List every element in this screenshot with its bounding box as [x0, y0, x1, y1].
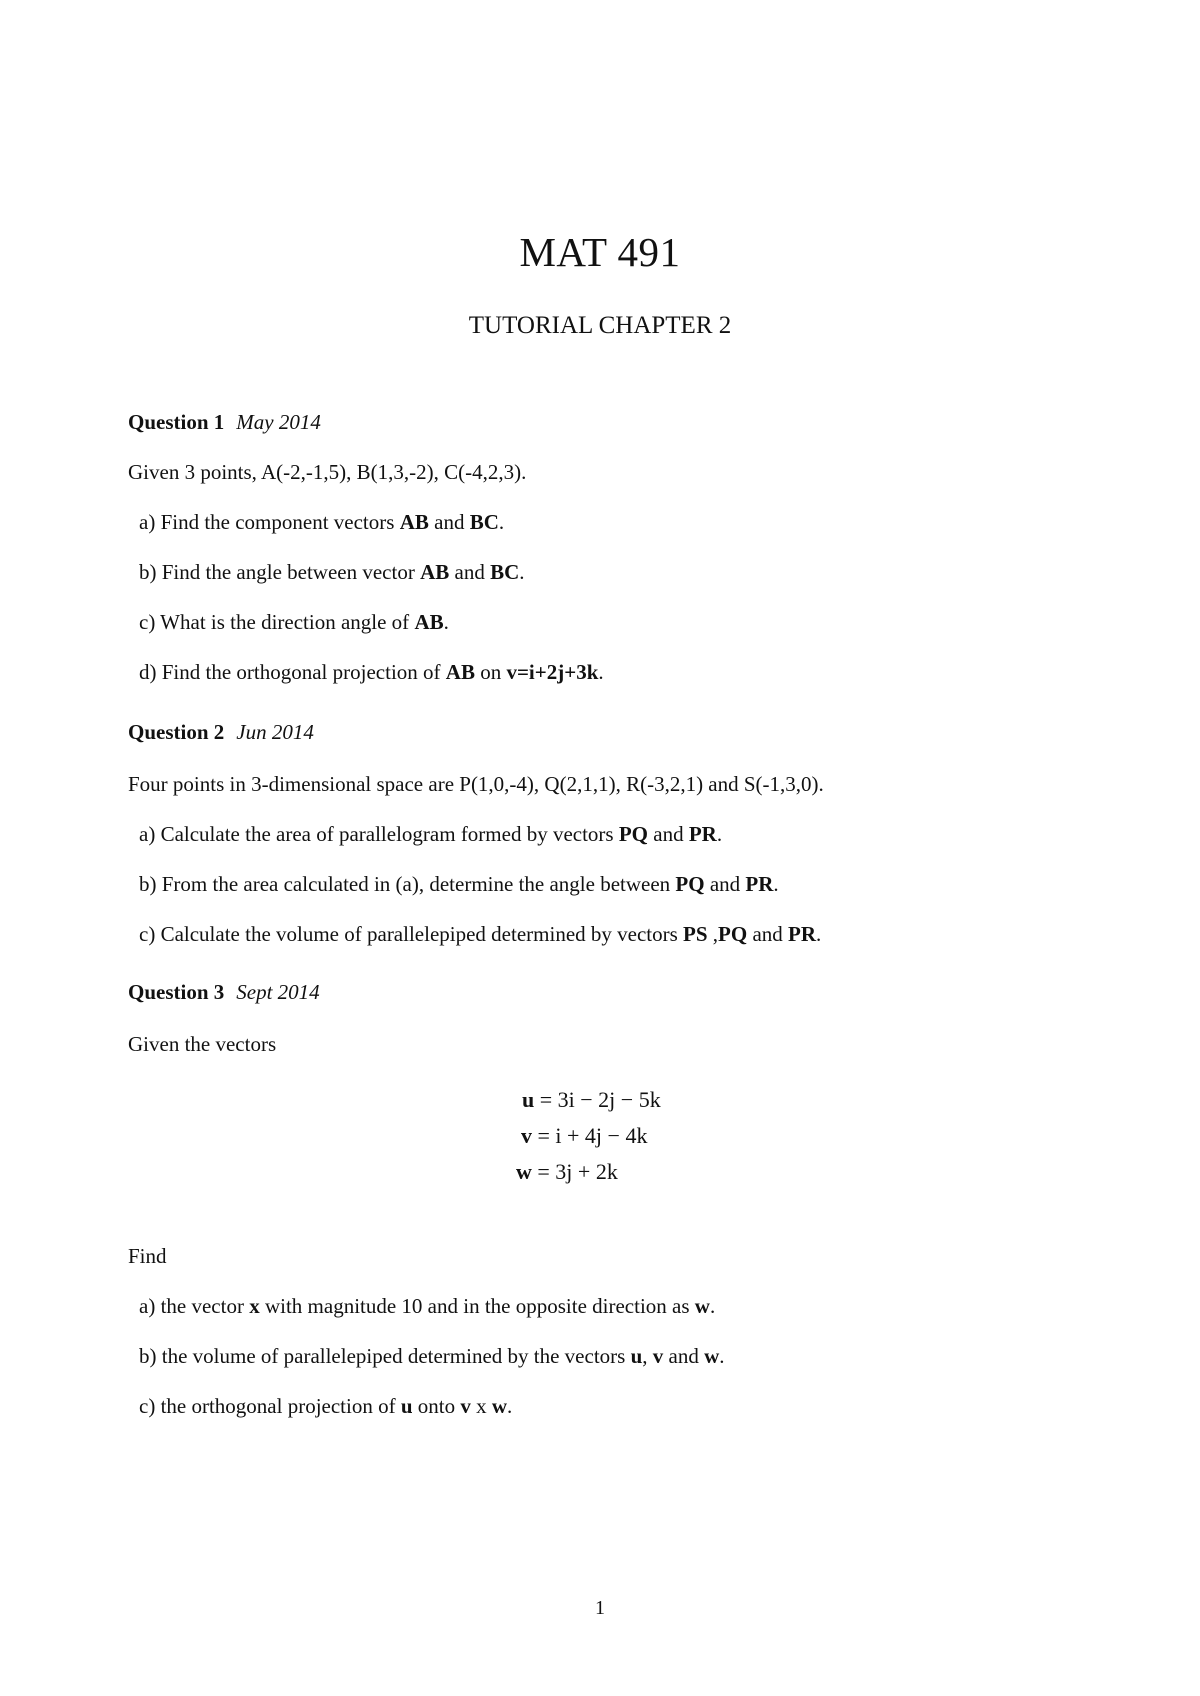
question-date: Sept 2014: [236, 980, 320, 1004]
question-2-part-b: b) From the area calculated in (a), determine the angle between PQ and PR.: [139, 872, 779, 896]
question-3-part-c: c) the orthogonal projection of u onto v x w.: [139, 1394, 513, 1418]
question-label: Question 1: [128, 410, 225, 434]
question-1-intro: Given 3 points, A(-2,-1,5), B(1,3,-2), C(-4,2,3).: [128, 460, 527, 484]
page-subtitle: TUTORIAL CHAPTER 2: [468, 312, 732, 339]
question-1-part-a: a) Find the component vectors AB and BC.: [139, 510, 505, 534]
question-3-heading: [128, 980, 320, 1005]
question-date: Jun 2014: [236, 720, 314, 744]
question-3-part-a: a) the vector x with magnitude 10 and in the opposite direction as w.: [139, 1294, 716, 1318]
question-2-part-c: c) Calculate the volume of parallelepiped determined by vectors PS ,PQ and PR.: [139, 922, 822, 946]
question-2-intro: Four points in 3-dimensional space are P(1,0,-4), Q(2,1,1), R(-3,2,1) and S(-1,3,0).: [128, 772, 824, 796]
question-1-part-d: d) Find the orthogonal projection of AB on v=i+2j+3k.: [139, 660, 604, 684]
page-number: 1: [595, 1597, 605, 1619]
question-3-intro: Given the vectors: [128, 1032, 277, 1056]
question-1-part-c: c) What is the direction angle of AB.: [139, 610, 449, 634]
question-3-part-b: b) the volume of parallelepiped determined by the vectors u, v and w.: [139, 1344, 725, 1368]
question-2-heading: [128, 720, 314, 745]
question-label: Question 2: [128, 720, 225, 744]
question-3-find: Find: [128, 1244, 167, 1268]
question-1-heading: [128, 410, 321, 435]
equation-v: v = i + 4j − 4k: [521, 1123, 648, 1148]
equation-u: u = 3i − 2j − 5k: [522, 1087, 661, 1112]
page-title: MAT 491: [519, 229, 681, 275]
question-date: May 2014: [236, 410, 321, 434]
equation-w: w = 3j + 2k: [516, 1159, 618, 1184]
question-2-part-a: a) Calculate the area of parallelogram formed by vectors PQ and PR.: [139, 822, 723, 846]
question-1-part-b: b) Find the angle between vector AB and BC.: [139, 560, 525, 584]
question-label: Question 3: [128, 980, 225, 1004]
